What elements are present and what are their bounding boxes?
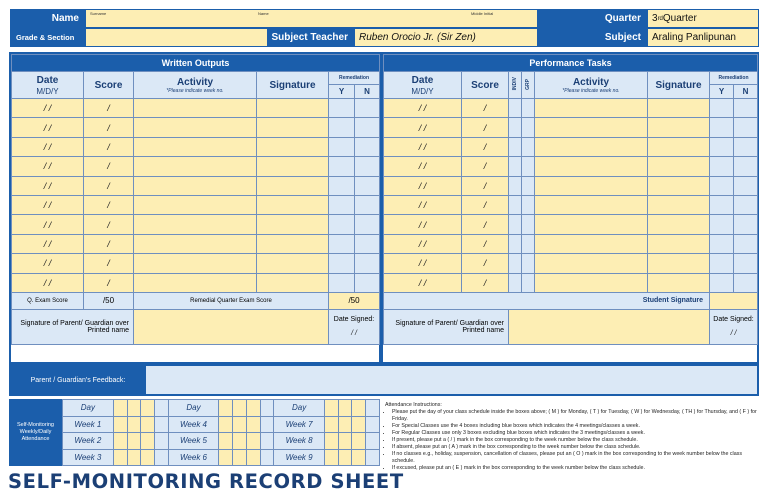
pt-indiv-cell[interactable] xyxy=(509,195,522,214)
wo-date-cell[interactable]: / / xyxy=(12,118,84,137)
wo-date-cell[interactable]: / / xyxy=(12,137,84,156)
pt-remediation-n-cell[interactable] xyxy=(734,234,758,253)
attendance-side-label: Self-Monitoring Weekly/Daily Attendance xyxy=(9,399,62,466)
pt-indiv-cell[interactable] xyxy=(509,137,522,156)
wo-score-cell[interactable]: / xyxy=(84,176,134,195)
pt-score-cell[interactable]: / xyxy=(462,273,509,292)
wo-row xyxy=(12,215,380,234)
attendance-box[interactable] xyxy=(260,416,274,433)
pt-score-cell[interactable]: / xyxy=(462,176,509,195)
wo-score-header: Score xyxy=(84,72,134,99)
pt-activity-cell[interactable] xyxy=(535,195,648,214)
subject-label: Subject xyxy=(538,28,647,47)
attendance-box[interactable] xyxy=(127,400,141,417)
pt-signature-cell[interactable] xyxy=(648,137,710,156)
written-outputs-table xyxy=(11,54,380,345)
pt-date-cell[interactable]: / / xyxy=(384,99,462,118)
pt-row xyxy=(384,215,758,234)
wo-row xyxy=(12,118,380,137)
wo-remediation-y-cell[interactable] xyxy=(329,157,355,176)
wo-signature-cell[interactable] xyxy=(257,195,329,214)
pt-remediation-header: Remediation xyxy=(710,72,758,85)
student-signature-field[interactable] xyxy=(710,292,758,309)
wo-y-header: Y xyxy=(329,85,355,99)
attendance-box[interactable] xyxy=(352,433,366,450)
name-label: Name xyxy=(10,9,85,28)
attendance-week-label: Week 2 xyxy=(63,433,114,450)
attendance-box[interactable] xyxy=(338,433,352,450)
pt-activity-cell[interactable] xyxy=(535,157,648,176)
attendance-box[interactable] xyxy=(352,449,366,466)
wo-signature-cell[interactable] xyxy=(257,137,329,156)
wo-activity-cell[interactable] xyxy=(134,157,257,176)
wo-remediation-n-cell[interactable] xyxy=(355,137,380,156)
pt-signature-cell[interactable] xyxy=(648,234,710,253)
attendance-box[interactable] xyxy=(154,400,168,417)
attendance-box[interactable] xyxy=(366,433,380,450)
wo-row xyxy=(12,176,380,195)
attendance-box[interactable] xyxy=(113,416,127,433)
pt-activity-header: Activity *Please indicate week no. xyxy=(535,72,648,99)
attendance-box[interactable] xyxy=(113,449,127,466)
pt-row xyxy=(384,234,758,253)
performance-tasks-table xyxy=(383,54,758,345)
pt-remediation-y-cell[interactable] xyxy=(710,254,734,273)
wo-activity-cell[interactable] xyxy=(134,254,257,273)
pt-date-cell[interactable]: / / xyxy=(384,176,462,195)
wo-score-cell[interactable]: / xyxy=(84,137,134,156)
pt-remediation-n-cell[interactable] xyxy=(734,137,758,156)
wo-row xyxy=(12,273,380,292)
attendance-box[interactable] xyxy=(246,449,260,466)
pt-date-cell[interactable]: / / xyxy=(384,137,462,156)
pt-row xyxy=(384,99,758,118)
pt-date-cell[interactable]: / / xyxy=(384,273,462,292)
wo-date-signed[interactable]: Date Signed: / / xyxy=(329,309,380,344)
wo-signature-cell[interactable] xyxy=(257,254,329,273)
pt-date-cell[interactable]: / / xyxy=(384,118,462,137)
pt-activity-cell[interactable] xyxy=(535,99,648,118)
grade-section-label: Grade & Section xyxy=(10,28,85,47)
pt-row xyxy=(384,176,758,195)
pt-grp-cell[interactable] xyxy=(522,254,535,273)
attendance-box[interactable] xyxy=(233,416,247,433)
wo-signature-cell[interactable] xyxy=(257,215,329,234)
attendance-box[interactable] xyxy=(366,416,380,433)
wo-date-cell[interactable]: / / xyxy=(12,157,84,176)
wo-n-header: N xyxy=(355,85,380,99)
attendance-box[interactable] xyxy=(154,416,168,433)
pt-date-signed[interactable]: Date Signed: / / xyxy=(710,309,758,344)
pt-remediation-n-cell[interactable] xyxy=(734,254,758,273)
attendance-box[interactable] xyxy=(246,433,260,450)
pt-row xyxy=(384,118,758,137)
wo-row xyxy=(12,254,380,273)
feedback-field[interactable] xyxy=(145,366,757,394)
attendance-box[interactable] xyxy=(366,400,380,417)
grade-section-field[interactable] xyxy=(85,28,268,47)
pt-n-header: N xyxy=(734,85,758,99)
remedial-exam-value[interactable]: /50 xyxy=(329,292,380,309)
pt-remediation-y-cell[interactable] xyxy=(710,157,734,176)
attendance-box[interactable] xyxy=(127,449,141,466)
middle-initial-caption: Middle Initial xyxy=(471,11,494,16)
pt-score-cell[interactable]: / xyxy=(462,234,509,253)
pt-signature-cell[interactable] xyxy=(648,215,710,234)
attendance-day-label: Day xyxy=(63,400,114,417)
wo-score-cell[interactable]: / xyxy=(84,195,134,214)
pt-remediation-n-cell[interactable] xyxy=(734,195,758,214)
wo-activity-cell[interactable] xyxy=(134,137,257,156)
wo-date-cell[interactable]: / / xyxy=(12,215,84,234)
wo-remediation-y-cell[interactable] xyxy=(329,215,355,234)
instruction-item: • If absent, please put an ( A ) mark in the box corresponding to the week number below the class schedule. xyxy=(392,444,761,451)
attendance-box[interactable] xyxy=(338,416,352,433)
q-exam-value[interactable]: /50 xyxy=(84,292,134,309)
pt-signature-cell[interactable] xyxy=(648,118,710,137)
wo-signature-cell[interactable] xyxy=(257,176,329,195)
pt-row xyxy=(384,137,758,156)
attendance-box[interactable] xyxy=(154,449,168,466)
wo-remediation-n-cell[interactable] xyxy=(355,99,380,118)
attendance-box[interactable] xyxy=(219,416,233,433)
attendance-box[interactable] xyxy=(325,416,339,433)
attendance-box[interactable] xyxy=(325,433,339,450)
wo-score-cell[interactable]: / xyxy=(84,215,134,234)
wo-remediation-n-cell[interactable] xyxy=(355,157,380,176)
attendance-box[interactable] xyxy=(219,449,233,466)
performance-tasks-title: Performance Tasks xyxy=(384,55,758,72)
instructions-title: Attendance Instructions: xyxy=(385,402,442,408)
attendance-week-label: Week 4 xyxy=(168,416,219,433)
attendance-box[interactable] xyxy=(154,433,168,450)
pt-signature-cell[interactable] xyxy=(648,176,710,195)
student-signature-label: Student Signature xyxy=(384,292,710,309)
wo-remediation-n-cell[interactable] xyxy=(355,195,380,214)
wo-row xyxy=(12,137,380,156)
subject-teacher-value[interactable]: Ruben Orocio Jr. (Sir Zen) xyxy=(354,28,538,47)
attendance-box[interactable] xyxy=(260,400,274,417)
wo-activity-cell[interactable] xyxy=(134,215,257,234)
instruction-item: • For Special Classes use the 4 boxes including blue boxes which indicates the 4 meetings/classes a week. xyxy=(392,423,761,430)
wo-date-cell[interactable]: / / xyxy=(12,273,84,292)
wo-score-cell[interactable]: / xyxy=(84,157,134,176)
pt-indiv-cell[interactable] xyxy=(509,99,522,118)
wo-date-cell[interactable]: / / xyxy=(12,234,84,253)
pt-remediation-y-cell[interactable] xyxy=(710,234,734,253)
attendance-instructions xyxy=(385,402,761,500)
pt-indiv-cell[interactable] xyxy=(509,234,522,253)
pt-indiv-cell[interactable] xyxy=(509,254,522,273)
wo-row xyxy=(12,195,380,214)
pt-remediation-y-cell[interactable] xyxy=(710,195,734,214)
pt-remediation-n-cell[interactable] xyxy=(734,99,758,118)
pt-activity-cell[interactable] xyxy=(535,273,648,292)
attendance-box[interactable] xyxy=(233,400,247,417)
wo-signature-cell[interactable] xyxy=(257,273,329,292)
wo-score-cell[interactable]: / xyxy=(84,118,134,137)
wo-parent-signature-label: Signature of Parent/ Guardian over Printed name xyxy=(12,309,134,344)
pt-score-cell[interactable]: / xyxy=(462,118,509,137)
pt-grp-cell[interactable] xyxy=(522,157,535,176)
attendance-box[interactable] xyxy=(325,400,339,417)
attendance-box[interactable] xyxy=(219,400,233,417)
attendance-day-label: Day xyxy=(274,400,325,417)
pt-signature-cell[interactable] xyxy=(648,99,710,118)
pt-indiv-cell[interactable] xyxy=(509,273,522,292)
pt-date-cell[interactable]: / / xyxy=(384,215,462,234)
pt-score-cell[interactable]: / xyxy=(462,137,509,156)
subject-teacher-label: Subject Teacher xyxy=(268,28,354,47)
wo-signature-cell[interactable] xyxy=(257,99,329,118)
wo-score-cell[interactable]: / xyxy=(84,234,134,253)
pt-indiv-cell[interactable] xyxy=(509,157,522,176)
attendance-box[interactable] xyxy=(366,449,380,466)
pt-signature-cell[interactable] xyxy=(648,254,710,273)
wo-remediation-y-cell[interactable] xyxy=(329,254,355,273)
pt-grp-cell[interactable] xyxy=(522,137,535,156)
pt-indiv-cell[interactable] xyxy=(509,176,522,195)
given-name-caption: Name xyxy=(258,11,269,16)
pt-date-cell[interactable]: / / xyxy=(384,195,462,214)
attendance-box[interactable] xyxy=(113,433,127,450)
wo-score-cell[interactable]: / xyxy=(84,99,134,118)
wo-remediation-y-cell[interactable] xyxy=(329,137,355,156)
wo-remediation-y-cell[interactable] xyxy=(329,118,355,137)
wo-remediation-y-cell[interactable] xyxy=(329,99,355,118)
attendance-box[interactable] xyxy=(352,416,366,433)
wo-date-cell[interactable]: / / xyxy=(12,195,84,214)
wo-activity-cell[interactable] xyxy=(134,176,257,195)
wo-signature-cell[interactable] xyxy=(257,118,329,137)
pt-indiv-cell[interactable] xyxy=(509,118,522,137)
attendance-day-label: Day xyxy=(168,400,219,417)
wo-activity-cell[interactable] xyxy=(134,118,257,137)
pt-grp-cell[interactable] xyxy=(522,234,535,253)
pt-remediation-n-cell[interactable] xyxy=(734,118,758,137)
attendance-box[interactable] xyxy=(127,433,141,450)
quarter-label: Quarter xyxy=(538,9,647,28)
attendance-week-label: Week 6 xyxy=(168,449,219,466)
pt-grp-cell[interactable] xyxy=(522,195,535,214)
quarter-value[interactable]: 3 rd Quarter xyxy=(647,9,759,28)
attendance-box[interactable] xyxy=(260,433,274,450)
pt-activity-cell[interactable] xyxy=(535,137,648,156)
pt-score-cell[interactable]: / xyxy=(462,195,509,214)
wo-date-cell[interactable]: / / xyxy=(12,176,84,195)
attendance-box[interactable] xyxy=(141,449,155,466)
instruction-item: • Please put the day of your class schedule inside the boxes above; ( M ) for Monday, ( T ) for Tuesday, ( W ) for Wednesday, ( TH ) for Thursday, and ( F ) for Friday. xyxy=(392,409,761,423)
wo-remediation-header: Remediation xyxy=(329,72,380,85)
instruction-item: • If present, please put a ( / ) mark in the box corresponding to the week number below the class schedule. xyxy=(392,437,761,444)
wo-remediation-n-cell[interactable] xyxy=(355,118,380,137)
pt-row xyxy=(384,157,758,176)
attendance-box[interactable] xyxy=(141,433,155,450)
wo-remediation-n-cell[interactable] xyxy=(355,254,380,273)
wo-remediation-n-cell[interactable] xyxy=(355,273,380,292)
pt-activity-cell[interactable] xyxy=(535,254,648,273)
attendance-box[interactable] xyxy=(141,400,155,417)
q-exam-label: Q. Exam Score xyxy=(12,292,84,309)
pt-activity-cell[interactable] xyxy=(535,215,648,234)
attendance-week-label: Week 9 xyxy=(274,449,325,466)
wo-activity-cell[interactable] xyxy=(134,195,257,214)
attendance-table xyxy=(62,399,380,466)
surname-caption: Surname xyxy=(90,11,107,16)
attendance-week-label: Week 1 xyxy=(63,416,114,433)
wo-remediation-y-cell[interactable] xyxy=(329,195,355,214)
pt-remediation-n-cell[interactable] xyxy=(734,157,758,176)
pt-score-cell[interactable]: / xyxy=(462,99,509,118)
pt-date-cell[interactable]: / / xyxy=(384,234,462,253)
wo-signature-cell[interactable] xyxy=(257,157,329,176)
attendance-box[interactable] xyxy=(113,400,127,417)
pt-remediation-y-cell[interactable] xyxy=(710,176,734,195)
pt-parent-signature-field[interactable] xyxy=(509,309,710,344)
attendance-week-label: Week 8 xyxy=(274,433,325,450)
pt-remediation-y-cell[interactable] xyxy=(710,273,734,292)
attendance-week-label: Week 3 xyxy=(63,449,114,466)
record-sheet-title: SELF-MONITORING RECORD SHEET xyxy=(8,470,404,493)
wo-remediation-y-cell[interactable] xyxy=(329,176,355,195)
pt-signature-header: Signature xyxy=(648,72,710,99)
pt-remediation-y-cell[interactable] xyxy=(710,99,734,118)
wo-activity-cell[interactable] xyxy=(134,234,257,253)
pt-activity-cell[interactable] xyxy=(535,234,648,253)
pt-remediation-n-cell[interactable] xyxy=(734,215,758,234)
subject-value[interactable]: Araling Panlipunan xyxy=(647,28,759,47)
wo-activity-cell[interactable] xyxy=(134,273,257,292)
instruction-item: • For Regular Classes use only 3 boxes excluding blue boxes which indicates the 3 meetings/classes a week. xyxy=(392,430,761,437)
attendance-box[interactable] xyxy=(338,449,352,466)
pt-signature-cell[interactable] xyxy=(648,195,710,214)
pt-date-cell[interactable]: / / xyxy=(384,157,462,176)
pt-indiv-header: INDIV xyxy=(509,72,522,99)
attendance-week-label: Week 5 xyxy=(168,433,219,450)
wo-signature-header: Signature xyxy=(257,72,329,99)
remedial-exam-label: Remedial Quarter Exam Score xyxy=(134,292,329,309)
pt-activity-cell[interactable] xyxy=(535,118,648,137)
wo-score-cell[interactable]: / xyxy=(84,254,134,273)
wo-activity-header: Activity *Please indicate week no. xyxy=(134,72,257,99)
wo-activity-cell[interactable] xyxy=(134,99,257,118)
wo-row xyxy=(12,99,380,118)
pt-score-header: Score xyxy=(462,72,509,99)
attendance-box[interactable] xyxy=(246,416,260,433)
feedback-label: Parent / Guardian's Feedback: xyxy=(11,366,145,394)
pt-score-cell[interactable]: / xyxy=(462,157,509,176)
attendance-box[interactable] xyxy=(233,449,247,466)
wo-date-header: Date M/D/Y xyxy=(12,72,84,99)
wo-row xyxy=(12,157,380,176)
pt-grp-header: GRP xyxy=(522,72,535,99)
name-field[interactable] xyxy=(85,9,538,28)
pt-row xyxy=(384,273,758,292)
pt-date-header: Date M/D/Y xyxy=(384,72,462,99)
written-outputs-title: Written Outputs xyxy=(12,55,380,72)
pt-row xyxy=(384,254,758,273)
pt-activity-cell[interactable] xyxy=(535,176,648,195)
attendance-box[interactable] xyxy=(325,449,339,466)
pt-score-cell[interactable]: / xyxy=(462,254,509,273)
attendance-box[interactable] xyxy=(219,433,233,450)
instruction-item: • If no classes e.g., holiday, suspension, cancellation of classes, please put an ( O ) mark in the box corresponding to the week number below the class schedule. xyxy=(392,451,761,465)
pt-signature-cell[interactable] xyxy=(648,273,710,292)
pt-parent-signature-label: Signature of Parent/ Guardian over Printed name xyxy=(384,309,509,344)
attendance-box[interactable] xyxy=(141,416,155,433)
pt-remediation-y-cell[interactable] xyxy=(710,215,734,234)
pt-indiv-cell[interactable] xyxy=(509,215,522,234)
wo-remediation-y-cell[interactable] xyxy=(329,273,355,292)
pt-remediation-y-cell[interactable] xyxy=(710,137,734,156)
attendance-box[interactable] xyxy=(127,416,141,433)
wo-remediation-n-cell[interactable] xyxy=(355,215,380,234)
instruction-item: • If excused, please put an ( E ) mark in the box corresponding to the week number below the class schedule. xyxy=(392,465,761,472)
wo-date-cell[interactable]: / / xyxy=(12,99,84,118)
pt-grp-cell[interactable] xyxy=(522,273,535,292)
wo-remediation-n-cell[interactable] xyxy=(355,176,380,195)
pt-grp-cell[interactable] xyxy=(522,118,535,137)
wo-remediation-y-cell[interactable] xyxy=(329,234,355,253)
attendance-box[interactable] xyxy=(246,400,260,417)
wo-parent-signature-field[interactable] xyxy=(134,309,329,344)
pt-score-cell[interactable]: / xyxy=(462,215,509,234)
attendance-week-label: Week 7 xyxy=(274,416,325,433)
pt-remediation-n-cell[interactable] xyxy=(734,273,758,292)
pt-date-cell[interactable]: / / xyxy=(384,254,462,273)
attendance-box[interactable] xyxy=(233,433,247,450)
attendance-box[interactable] xyxy=(260,449,274,466)
attendance-box[interactable] xyxy=(352,400,366,417)
wo-remediation-n-cell[interactable] xyxy=(355,234,380,253)
attendance-box[interactable] xyxy=(338,400,352,417)
wo-score-cell[interactable]: / xyxy=(84,273,134,292)
pt-remediation-y-cell[interactable] xyxy=(710,118,734,137)
pt-grp-cell[interactable] xyxy=(522,176,535,195)
pt-row xyxy=(384,195,758,214)
pt-y-header: Y xyxy=(710,85,734,99)
pt-signature-cell[interactable] xyxy=(648,157,710,176)
pt-grp-cell[interactable] xyxy=(522,99,535,118)
pt-remediation-n-cell[interactable] xyxy=(734,176,758,195)
wo-date-cell[interactable]: / / xyxy=(12,254,84,273)
wo-row xyxy=(12,234,380,253)
wo-signature-cell[interactable] xyxy=(257,234,329,253)
pt-grp-cell[interactable] xyxy=(522,215,535,234)
